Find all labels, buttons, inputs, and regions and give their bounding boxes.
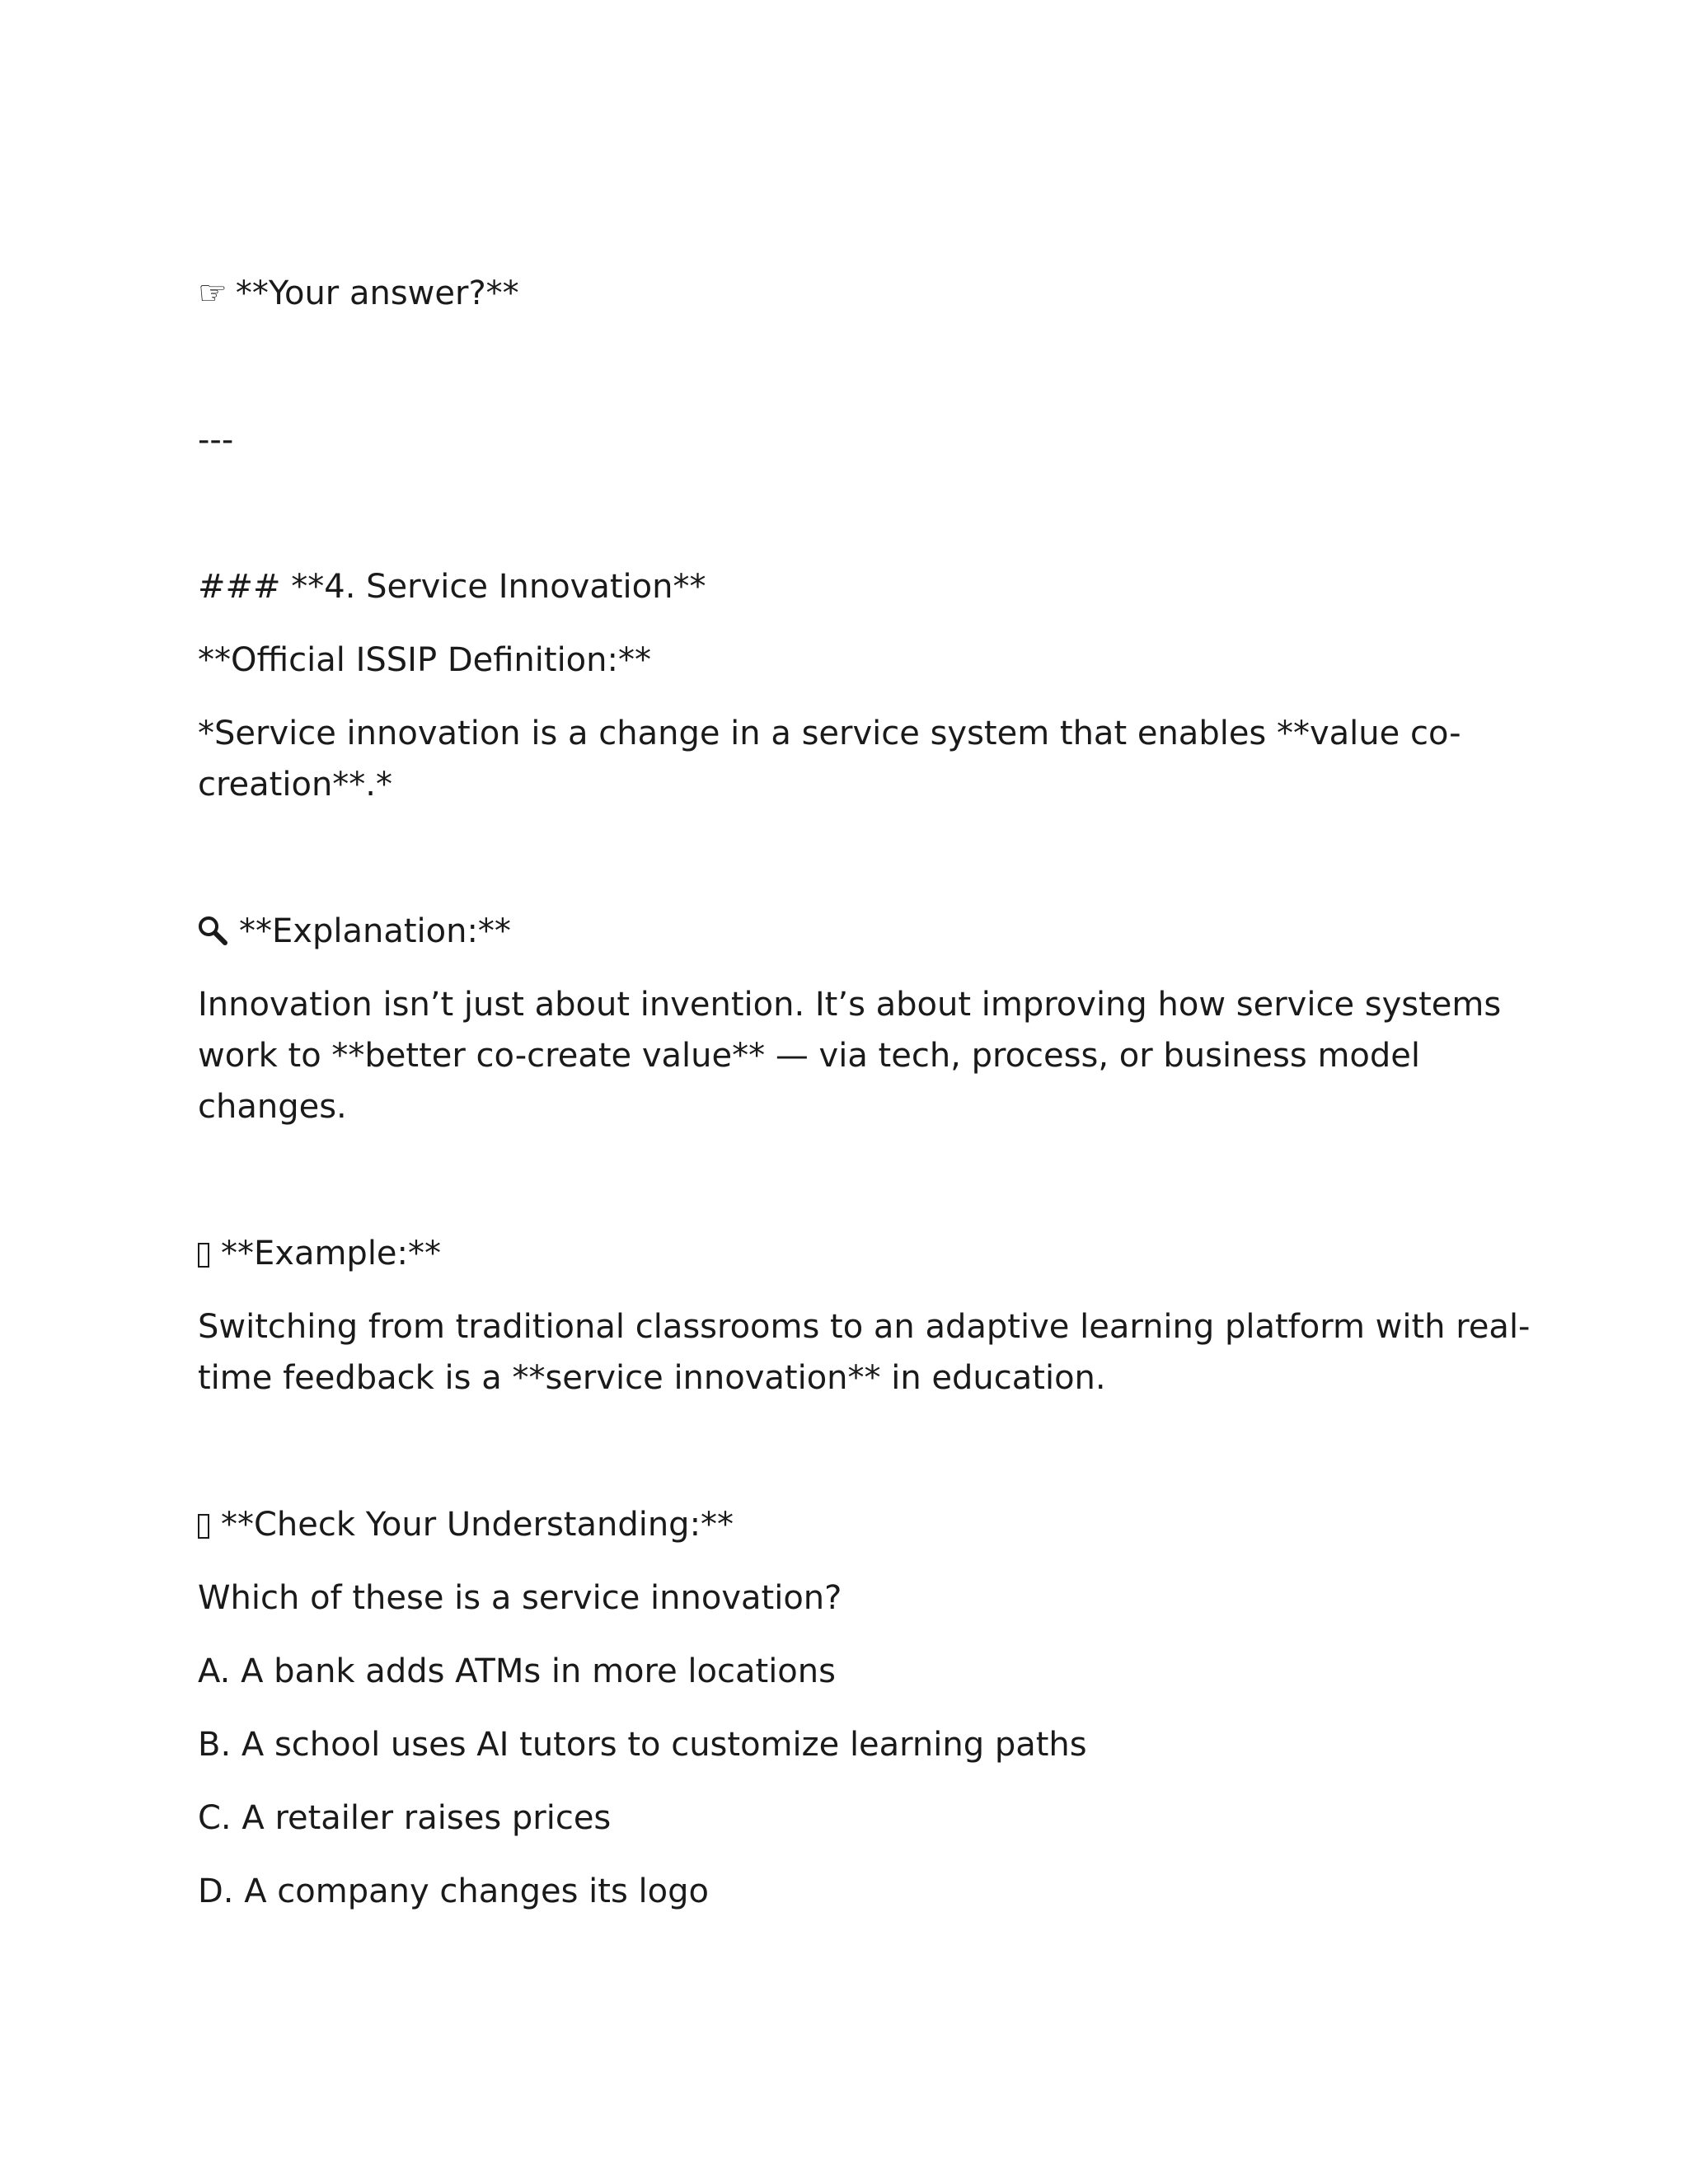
pointing-hand-icon: ☞ — [198, 274, 227, 312]
explanation-line-3: changes. — [198, 1088, 347, 1126]
check-label — [198, 1499, 1500, 1550]
explanation-label — [198, 906, 1500, 957]
explanation-line-2: work to **better co-create value** — via tech, process, or business model — [198, 1037, 1420, 1075]
option-d: D. A company changes its logo — [198, 1872, 709, 1910]
separator: --- — [198, 421, 234, 459]
option-b: B. A school uses AI tutors to customize learning paths — [198, 1726, 1087, 1764]
missing-glyph-icon — [198, 1243, 209, 1268]
definition-line-1: *Service innovation is a change in a service system that enables **value co- — [198, 715, 1461, 752]
section-heading: ### **4. Service Innovation** — [198, 568, 706, 606]
definition-label: **Official ISSIP Definition:** — [198, 641, 651, 679]
answer-prompt-text: **Your answer?** — [235, 274, 519, 312]
option-a: A. A bank adds ATMs in more locations — [198, 1652, 836, 1690]
example-line-2: time feedback is a **service innovation** in education. — [198, 1359, 1106, 1397]
missing-glyph-icon — [198, 1514, 209, 1539]
check-label-text: **Check Your Understanding:** — [221, 1506, 734, 1544]
definition-line-2: creation**.* — [198, 766, 393, 804]
explanation-line-1: Innovation isn’t just about invention. It’s about improving how service systems — [198, 986, 1502, 1024]
example-line-1: Switching from traditional classrooms to an adaptive learning platform with real- — [198, 1308, 1531, 1346]
explanation-label-text: **Explanation:** — [239, 912, 511, 950]
example-label — [198, 1228, 1500, 1279]
answer-prompt — [198, 268, 1500, 319]
option-c: C. A retailer raises prices — [198, 1799, 612, 1837]
question-text: Which of these is a service innovation? — [198, 1579, 842, 1617]
magnifier-icon — [198, 916, 227, 945]
example-label-text: **Example:** — [221, 1235, 442, 1272]
